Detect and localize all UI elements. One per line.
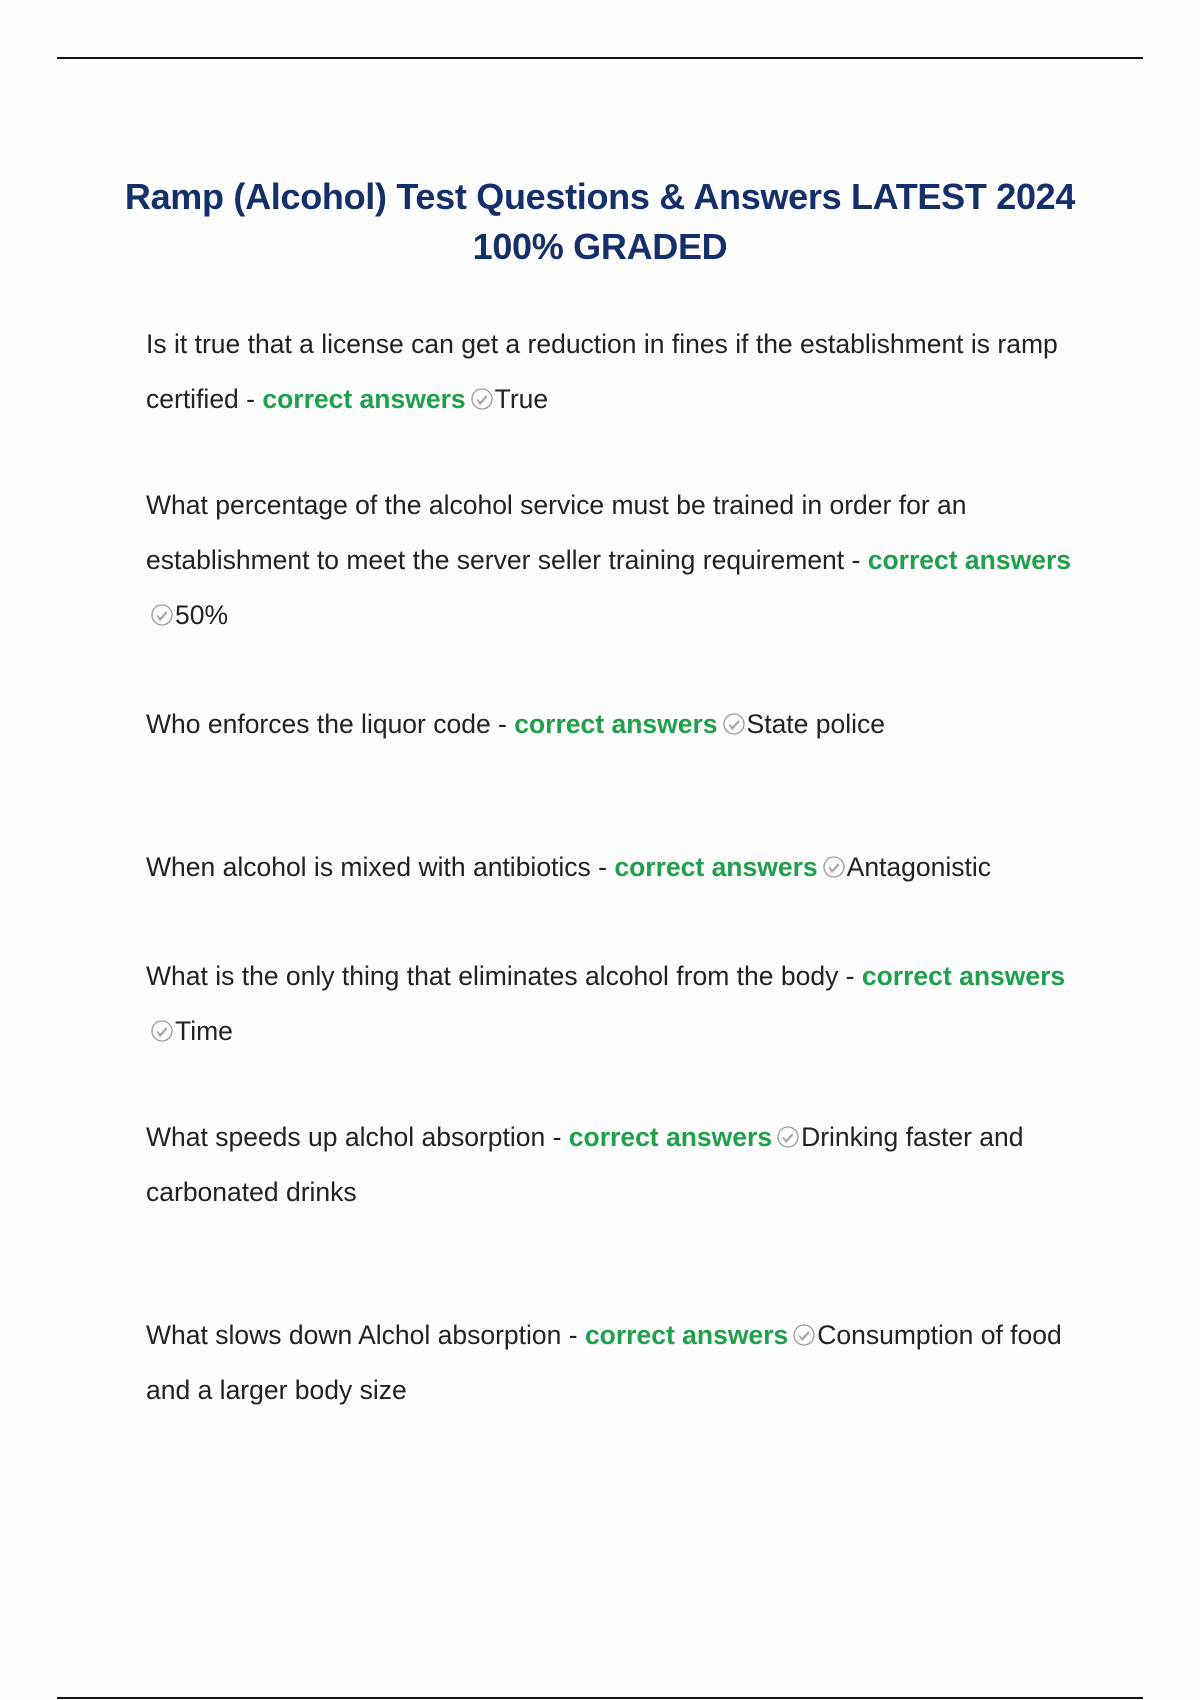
check-circle-icon: [792, 1323, 816, 1347]
answer-text: Consumption of food and a larger body size: [146, 1320, 1062, 1405]
answer-text: Drinking faster and carbonated drinks: [146, 1122, 1024, 1207]
header-rule: [57, 57, 1143, 59]
title-line-2: 100% GRADED: [472, 226, 728, 267]
qa-item-7: [146, 1308, 1086, 1418]
check-circle-icon: [470, 387, 494, 411]
check-circle-icon: [150, 1019, 174, 1043]
question-text: What slows down Alchol absorption -: [146, 1320, 585, 1350]
correct-answers-label: correct answers: [614, 852, 818, 882]
correct-answers-label: correct answers: [514, 709, 718, 739]
answer-text: 50%: [175, 600, 229, 630]
document-title: [100, 172, 1100, 272]
question-text: When alcohol is mixed with antibiotics -: [146, 852, 615, 882]
correct-answers-label: correct answers: [262, 384, 466, 414]
title-line-1: Ramp (Alcohol) Test Questions & Answers LATEST 2024: [124, 176, 1076, 217]
question-text: Is it true that a license can get a reduction in fines if the establishment is ramp certified -: [146, 329, 1058, 414]
qa-item-3: [146, 697, 1086, 752]
qa-item-1: [146, 317, 1086, 427]
correct-answers-label: correct answers: [584, 1320, 789, 1350]
qa-item-6: [146, 1110, 1086, 1220]
qa-item-5: [146, 949, 1086, 1059]
question-text: What percentage of the alcohol service must be trained in order for an establishment to meet the server seller training requirement -: [146, 490, 967, 575]
question-text: What speeds up alchol absorption -: [146, 1122, 569, 1152]
check-circle-icon: [822, 855, 846, 879]
answer-text: State police: [746, 709, 886, 739]
qa-item-4: [146, 840, 1086, 895]
answer-text: True: [494, 384, 549, 414]
footer-rule: [57, 1697, 1143, 1699]
correct-answers-label: correct answers: [861, 961, 1066, 991]
correct-answers-label: correct answers: [568, 1122, 773, 1152]
correct-answers-label: correct answers: [867, 545, 1071, 575]
question-text: What is the only thing that eliminates alcohol from the body -: [146, 961, 862, 991]
question-text: Who enforces the liquor code -: [146, 709, 515, 739]
check-circle-icon: [776, 1125, 800, 1149]
qa-item-2: [146, 478, 1086, 643]
check-circle-icon: [722, 712, 746, 736]
answer-text: Time: [175, 1016, 233, 1046]
answer-text: Antagonistic: [846, 852, 992, 882]
check-circle-icon: [150, 603, 174, 627]
